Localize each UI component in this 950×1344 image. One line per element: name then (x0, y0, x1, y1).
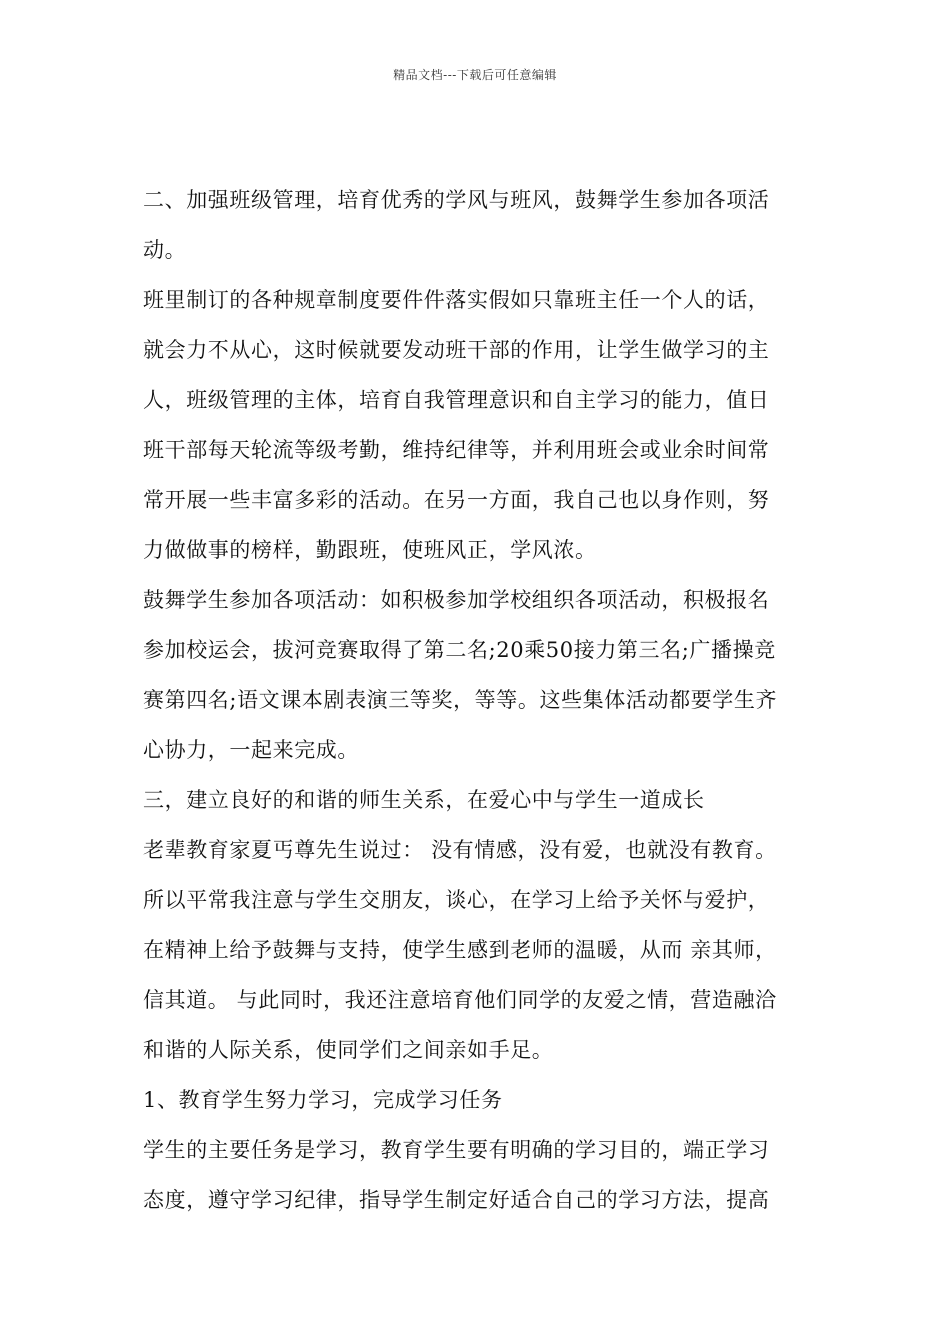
text-line: 心协力，一起来完成。 (143, 738, 359, 762)
text-line: 1、教育学生努力学习，完成学习任务 (143, 1088, 503, 1112)
text-line: 动。 (143, 238, 187, 262)
text-line: 力做做事的榜样，勤跟班，使班风正，学风浓。 (143, 538, 597, 562)
text-line: 赛第四名;语文课本剧表演三等奖，等等。这些集体活动都要学生齐 (143, 688, 778, 712)
text-line: 三，建立良好的和谐的师生关系，在爱心中与学生一道成长 (143, 788, 705, 812)
page-header: 精品文档---下载后可任意编辑 (393, 68, 557, 82)
text-line: 二、加强班级管理，培育优秀的学风与班风，鼓舞学生参加各项活 (143, 188, 770, 212)
text-line: 所以平常我注意与学生交朋友，谈心，在学习上给予关怀与爱护， (143, 888, 770, 912)
text-line: 就会力不从心，这时候就要发动班干部的作用，让学生做学习的主 (143, 338, 770, 362)
text-line: 学生的主要任务是学习，教育学生要有明确的学习目的，端正学习 (143, 1138, 770, 1162)
text-line: 在精神上给予鼓舞与支持，使学生感到老师的温暖，从而 亲其师， (143, 938, 777, 962)
text-line: 态度，遵守学习纪律，指导学生制定好适合自己的学习方法，提高 (143, 1188, 770, 1212)
text-line: 参加校运会，拔河竞赛取得了第二名;20乘50接力第三名;广播操竞 (143, 638, 776, 662)
text-line: 和谐的人际关系，使同学们之间亲如手足。 (143, 1038, 554, 1062)
text-line: 常开展一些丰富多彩的活动。在另一方面，我自己也以身作则，努 (143, 488, 770, 512)
text-line: 信其道。 与此同时，我还注意培育他们同学的友爱之情，营造融洽 (143, 988, 777, 1012)
text-line: 老辈教育家夏丐尊先生说过： 没有情感，没有爱，也就没有教育。 (143, 838, 777, 862)
text-line: 班干部每天轮流等级考勤，维持纪律等，并利用班会或业余时间常 (143, 438, 770, 462)
text-line: 鼓舞学生参加各项活动：如积极参加学校组织各项活动，积极报名 (143, 588, 770, 612)
text-line: 班里制订的各种规章制度要件件落实假如只靠班主任一个人的话， (143, 288, 770, 312)
text-line: 人，班级管理的主体，培育自我管理意识和自主学习的能力，值日 (143, 388, 770, 412)
body-text (143, 179, 818, 1229)
